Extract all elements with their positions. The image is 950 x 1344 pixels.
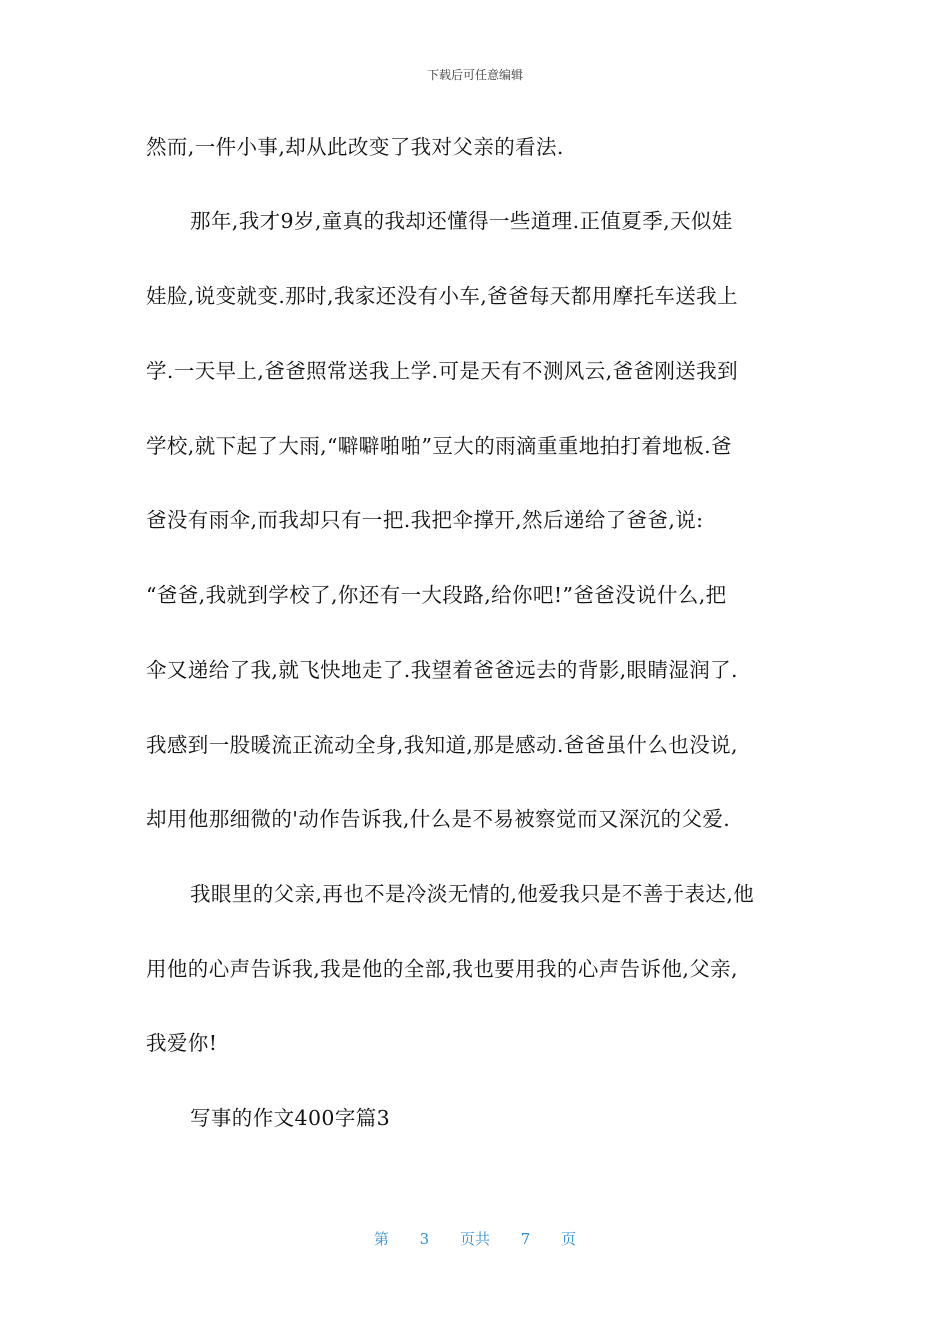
paragraph-line: “爸爸,我就到学校了,你还有一大段路,给你吧!”爸爸没说什么,把: [146, 583, 727, 607]
total-pages-number: 7: [520, 1230, 531, 1248]
page-footer: [0, 1228, 950, 1249]
paragraph-line: 娃脸,说变就变.那时,我家还没有小车,爸爸每天都用摩托车送我上: [146, 284, 738, 308]
current-page-number: 3: [419, 1230, 430, 1248]
paragraph-line: 爸没有雨伞,而我却只有一把.我把伞撑开,然后递给了爸爸,说:: [146, 508, 704, 532]
paragraph-line: 我感到一股暖流正流动全身,我知道,那是感动.爸爸虽什么也没说,: [146, 733, 738, 757]
header-note: 下载后可任意编辑: [426, 68, 523, 82]
paragraph-line: 学.一天早上,爸爸照常送我上学.可是天有不测风云,爸爸刚送我到: [146, 359, 738, 383]
section-heading: 写事的作文400字篇3: [190, 1106, 391, 1130]
page-label-suffix: 页: [561, 1230, 577, 1248]
page-label-prefix: 第: [373, 1230, 389, 1248]
page-label-mid: 页共: [459, 1230, 490, 1248]
paragraph-line: 用他的心声告诉我,我是他的全部,我也要用我的心声告诉他,父亲,: [146, 957, 738, 981]
paragraph-line: 伞又递给了我,就飞快地走了.我望着爸爸远去的背影,眼睛湿润了.: [146, 658, 738, 682]
paragraph-line: 然而,一件小事,却从此改变了我对父亲的看法.: [146, 135, 564, 159]
paragraph-line: 我爱你!: [146, 1031, 218, 1055]
paragraph-line: 学校,就下起了大雨,“噼噼啪啪”豆大的雨滴重重地拍打着地板.爸: [146, 434, 732, 458]
paragraph-line: 那年,我才9岁,童真的我却还懂得一些道理.正值夏季,天似娃: [190, 209, 733, 233]
paragraph-line: 我眼里的父亲,再也不是冷淡无情的,他爱我只是不善于表达,他: [190, 882, 755, 906]
paragraph-line: 却用他那细微的'动作告诉我,什么是不易被察觉而又深沉的父爱.: [146, 807, 731, 831]
